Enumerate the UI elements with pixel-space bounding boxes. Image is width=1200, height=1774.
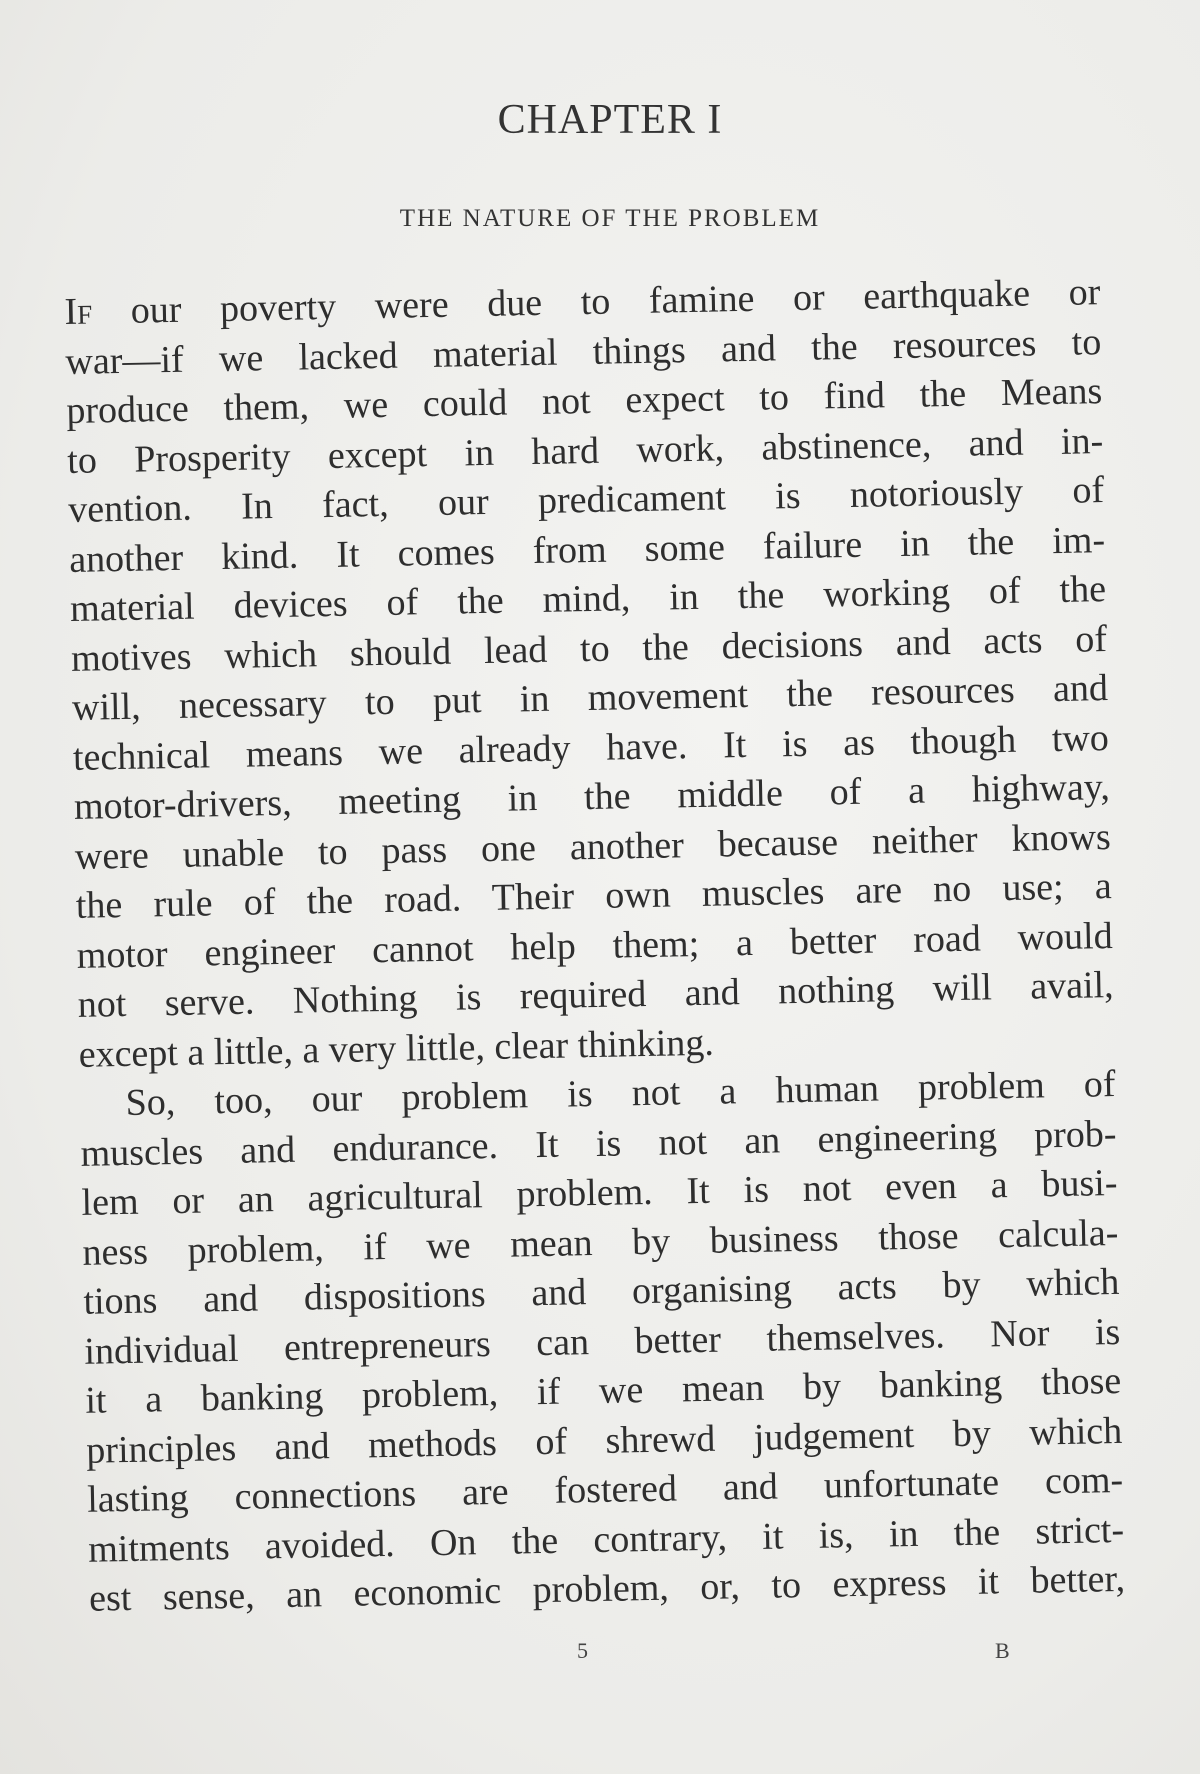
text-line-content: our poverty were due to famine or earthquake or xyxy=(91,271,1101,333)
text-line: material devices of the mind, in the working of the xyxy=(69,568,1107,630)
text-line: motor-drivers, meeting in the middle of a highway, xyxy=(73,766,1111,828)
text-line: were unable to pass one another because neither knows xyxy=(74,815,1112,878)
text-line: technical means we already have. It is as though two xyxy=(72,716,1110,779)
text-line: lem or an agricultural problem. It is not even a busi- xyxy=(81,1161,1118,1224)
text-line: except a little, a very little, clear thinking. xyxy=(78,1021,715,1076)
signature-mark: B xyxy=(995,1638,1010,1663)
text-line: another kind. It comes from some failure in the im- xyxy=(68,518,1106,581)
text-line: tions and dispositions and organising acts by which xyxy=(83,1260,1120,1323)
text-line: muscles and endurance. It is not an engineering prob- xyxy=(80,1112,1117,1175)
text-line: motor engineer cannot help them; a better road would xyxy=(76,914,1114,977)
chapter-subtitle: THE NATURE OF THE PROBLEM xyxy=(399,205,821,232)
text-line: motives which should lead to the decisions and acts of xyxy=(70,617,1108,680)
text-line: So, too, our problem is not a human problem of xyxy=(125,1062,1116,1124)
opening-word: If xyxy=(64,290,93,333)
page-number: 5 xyxy=(577,1638,588,1663)
text-line: ness problem, if we mean by business those calcula- xyxy=(82,1211,1119,1274)
text-line: will, necessary to put in movement the resources and xyxy=(71,667,1109,729)
text-line: vention. In fact, our predicament is notoriously of xyxy=(67,469,1105,531)
text-line: produce them, we could not expect to find the Means xyxy=(65,370,1103,432)
text-line: it a banking problem, if we mean by banking those xyxy=(84,1359,1122,1422)
text-line: not serve. Nothing is required and nothing will avail, xyxy=(77,963,1114,1026)
body-text xyxy=(64,268,1125,1624)
text-line: principles and methods of shrewd judgement by which xyxy=(85,1409,1123,1472)
text-line: individual entrepreneurs can better themselves. Nor is xyxy=(84,1310,1121,1373)
chapter-title: CHAPTER I xyxy=(497,97,723,143)
text-line: war—if we lacked material things and the resources to xyxy=(65,320,1102,383)
text-line: mitments avoided. On the contrary, it is, in the strict- xyxy=(87,1508,1125,1571)
text-line: to Prosperity except in hard work, abstinence, and in- xyxy=(66,419,1104,482)
text-line: the rule of the road. Their own muscles are no use; a xyxy=(75,865,1113,927)
text-line: est sense, an economic problem, or, to express it better, xyxy=(88,1557,1126,1620)
text-line: lasting connections are fostered and unfortunate com- xyxy=(86,1458,1124,1521)
